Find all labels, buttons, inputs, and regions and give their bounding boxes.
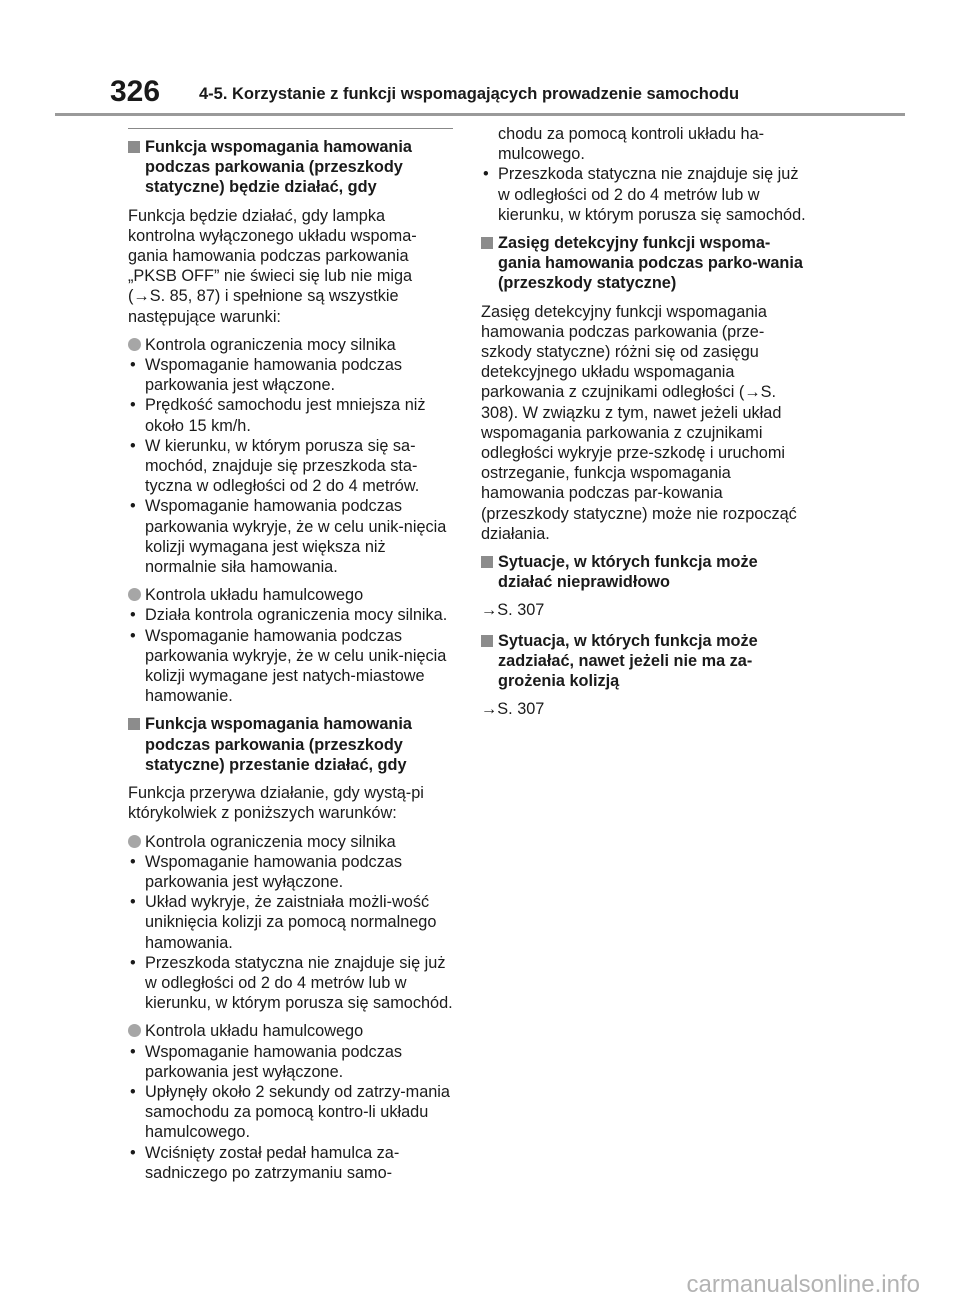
list-item: • Wspomaganie hamowania podczas parkowania jest wyłączone. xyxy=(130,852,403,891)
list-item: • Wspomaganie hamowania podczas parkowania jest wyłączone. xyxy=(130,1042,403,1081)
left-column xyxy=(128,128,453,1191)
list-item: • Wspomaganie hamowania podczas parkowania wykryje, że w celu unik-nięcia kolizji wymagana jest większa niż normalnie siła hamowania. xyxy=(130,497,447,577)
bullet-icon: • xyxy=(130,396,136,415)
bullet-icon: • xyxy=(483,165,489,184)
condition-heading: Kontrola układu hamulcowego xyxy=(128,585,453,605)
section-heading: Zasięg detekcyjny funkcji wspoma-gania hamowania podczas parko-wania (przeszkody statyczne) xyxy=(481,233,811,294)
bullet-icon: • xyxy=(130,356,136,375)
bullet-icon: • xyxy=(130,626,136,645)
square-bullet-icon xyxy=(481,635,493,647)
bullet-icon: • xyxy=(130,893,136,912)
condition-heading: Kontrola układu hamulcowego xyxy=(128,1021,453,1041)
bullet-icon: • xyxy=(130,497,136,516)
continued-text: chodu za pomocą kontroli układu ha-mulcowego. xyxy=(498,125,765,164)
section-heading: Sytuacje, w których funkcja może działać nieprawidłowo xyxy=(481,552,811,592)
list-item: • Upłynęły około 2 sekundy od zatrzy-mania samochodu za pomocą kontro-li układu hamulcowego. xyxy=(130,1082,450,1142)
page-number: 326 xyxy=(110,75,161,108)
list-item: • Przeszkoda statyczna nie znajduje się już w odległości od 2 do 4 metrów lub w kierunku, w którym porusza się samochód. xyxy=(130,953,453,1013)
section-heading: Sytuacja, w których funkcja może zadziałać, nawet jeżeli nie ma za-grożenia kolizją xyxy=(481,631,811,692)
paragraph: Funkcja będzie działać, gdy lampka kontrolna wyłączonego układu wspoma-gania hamowania podczas parkowania „PKSB OFF” nie świeci się lub nie miga (→S. 85, 87) i spełnione są wszystkie następujące warunki: xyxy=(128,206,417,326)
list-item: • Wciśnięty został pedał hamulca za-sadniczego po zatrzymaniu samo- xyxy=(130,1143,400,1182)
page-reference: →S. 307 xyxy=(481,601,545,620)
bullet-list xyxy=(128,852,453,1014)
bullet-list xyxy=(128,1042,453,1183)
section-rule xyxy=(128,128,453,129)
bullet-icon: • xyxy=(130,1082,136,1101)
bullet-icon: • xyxy=(130,953,136,972)
square-bullet-icon xyxy=(481,556,493,568)
right-column xyxy=(481,124,811,729)
condition-heading: Kontrola ograniczenia mocy silnika xyxy=(128,335,453,355)
condition-heading: Kontrola ograniczenia mocy silnika xyxy=(128,832,453,852)
circle-bullet-icon xyxy=(128,338,141,351)
list-item: • Wspomaganie hamowania podczas parkowania wykryje, że w celu unik-nięcia kolizji wymagane jest natych-miastowe hamowanie. xyxy=(130,626,447,706)
paragraph: Funkcja przerywa działanie, gdy wystą-pi którykolwiek z poniższych warunków: xyxy=(128,784,424,823)
chapter-title: 4-5. Korzystanie z funkcji wspomagających prowadzenie samochodu xyxy=(199,85,740,103)
paragraph: Zasięg detekcyjny funkcji wspomagania hamowania podczas parkowania (prze-szkody statyczne) różni się od zasięgu detekcyjnego układu wspomagania parkowania z czujnikami odległości (→S. 308). W związku z tym, nawet jeżeli układ wspomagania parkowania z czujnikami odległości wykryje prze-szkodę i uruchomi ostrzeganie, funkcja wspomagania hamowania podczas par-kowania (przeszkody statyczne) może nie rozpocząć działania. xyxy=(481,302,797,543)
list-item: • Przeszkoda statyczna nie znajduje się już w odległości od 2 do 4 metrów lub w kierunku, w którym porusza się samochód. xyxy=(483,165,806,224)
circle-bullet-icon xyxy=(128,588,141,601)
bullet-icon: • xyxy=(130,606,136,625)
watermark: carmanualsonline.info xyxy=(686,1271,920,1298)
bullet-icon: • xyxy=(130,1143,136,1162)
bullet-icon: • xyxy=(130,852,136,871)
bullet-list xyxy=(481,164,811,225)
circle-bullet-icon xyxy=(128,1024,141,1037)
section-heading: Funkcja wspomagania hamowania podczas parkowania (przeszkody statyczne) przestanie działać, gdy xyxy=(128,714,453,775)
square-bullet-icon xyxy=(481,237,493,249)
list-item: • W kierunku, w którym porusza się sa-mochód, znajduje się przeszkoda sta-tyczna w odległości od 2 do 4 metrów. xyxy=(130,436,420,496)
page-reference: →S. 307 xyxy=(481,700,545,719)
circle-bullet-icon xyxy=(128,835,141,848)
square-bullet-icon xyxy=(128,718,140,730)
list-item: • Działa kontrola ograniczenia mocy silnika. xyxy=(130,606,448,625)
bullet-list xyxy=(128,605,453,706)
bullet-list xyxy=(128,355,453,577)
bullet-icon: • xyxy=(130,1042,136,1061)
square-bullet-icon xyxy=(128,141,140,153)
section-heading: Funkcja wspomagania hamowania podczas parkowania (przeszkody statyczne) będzie działać, gdy xyxy=(128,137,453,198)
list-item: • Wspomaganie hamowania podczas parkowania jest włączone. xyxy=(130,356,403,395)
bullet-icon: • xyxy=(130,436,136,455)
header-rule xyxy=(55,113,905,116)
list-item: • Układ wykryje, że zaistniała możli-wość uniknięcia kolizji za pomocą normalnego hamowania. xyxy=(130,893,437,952)
list-item: • Prędkość samochodu jest mniejsza niż około 15 km/h. xyxy=(130,396,426,435)
